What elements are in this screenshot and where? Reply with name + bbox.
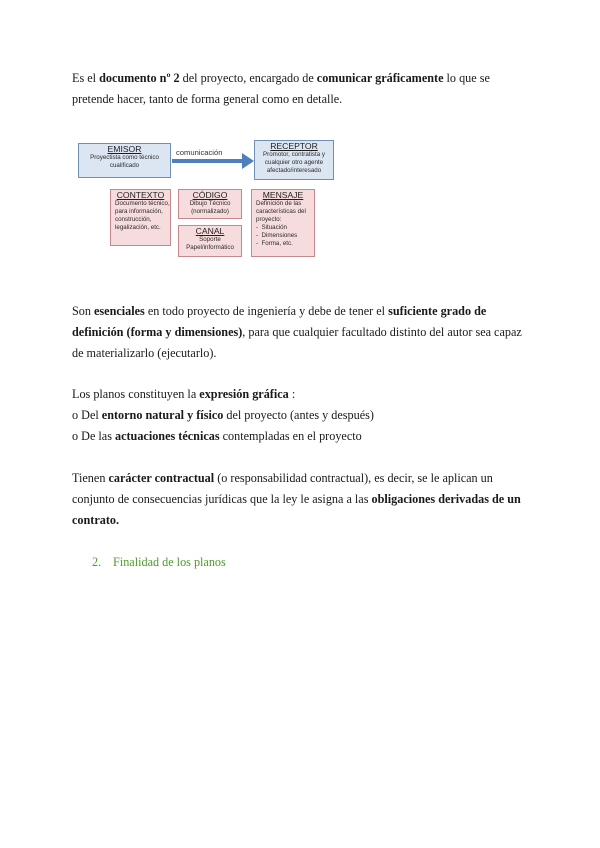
bold-text: obligaciones derivadas de un contrato. bbox=[72, 492, 521, 527]
codigo-body: Dibujo Técnico (normalizado) bbox=[189, 200, 231, 215]
mensaje-body: Definición de las características del proyecto: bbox=[256, 200, 306, 223]
mensaje-item-text: Dimensiones bbox=[261, 232, 298, 239]
mensaje-box bbox=[251, 189, 315, 257]
arrow-head bbox=[242, 153, 254, 169]
text: : bbox=[288, 387, 296, 401]
text: en todo proyecto de ingeniería y debe de tener el bbox=[144, 304, 389, 318]
mensaje-item: - Situación bbox=[256, 224, 287, 231]
mensaje-item-text: Situación bbox=[261, 224, 287, 231]
emisor-body: Proyectista como técnico cualificado bbox=[90, 154, 159, 169]
list-item bbox=[72, 426, 532, 447]
paragraph-contractual bbox=[72, 468, 532, 531]
paragraph-graphic-expression bbox=[72, 384, 532, 447]
contexto-box bbox=[110, 189, 171, 246]
receptor-body: Promotor, contratista y cualquier otro agente afectado/interesado bbox=[263, 151, 325, 174]
text: , para que cualquier facultado distinto del autor sea capaz de materializarlo (ejecutarlo). bbox=[72, 325, 522, 360]
text: (o responsabilidad contractual), es decir, se le aplican un conjunto de consecuencias jurídicas que la ley le asigna a las bbox=[72, 471, 493, 506]
emisor-box bbox=[78, 143, 171, 178]
list-item bbox=[72, 405, 532, 426]
bold-text: carácter contractual bbox=[108, 471, 215, 485]
text: Son bbox=[72, 304, 95, 318]
communication-diagram bbox=[0, 0, 600, 300]
mensaje-item-text: Forma, etc. bbox=[261, 240, 293, 247]
bold-text: documento nº 2 bbox=[99, 71, 180, 85]
emisor-title: EMISOR bbox=[107, 144, 142, 154]
receptor-box bbox=[254, 140, 334, 180]
mensaje-title: MENSAJE bbox=[262, 190, 304, 200]
section-number: 2. bbox=[92, 555, 102, 569]
codigo-title: CÓDIGO bbox=[192, 190, 228, 200]
line bbox=[72, 384, 532, 405]
text: lo que se pretende hacer, tanto de forma general como en detalle. bbox=[72, 71, 490, 106]
canal-box bbox=[178, 225, 242, 257]
text: Los planos constituyen la bbox=[72, 387, 200, 401]
text: Tienen bbox=[72, 471, 109, 485]
paragraph-essentials bbox=[72, 301, 532, 364]
bold-text: actuaciones técnicas bbox=[114, 429, 220, 443]
bold-text: comunicar gráficamente bbox=[316, 71, 444, 85]
arrow-label: comunicación bbox=[176, 148, 223, 157]
mensaje-item: - Forma, etc. bbox=[256, 240, 293, 247]
bold-text: expresión gráfica bbox=[199, 387, 289, 401]
bold-text: esenciales bbox=[94, 304, 145, 318]
text: del proyecto, encargado de bbox=[179, 71, 317, 85]
text: Es el bbox=[72, 71, 100, 85]
bold-text: suficiente grado de definición (forma y dimensiones) bbox=[72, 304, 487, 339]
text: del proyecto (antes y después) bbox=[223, 408, 374, 422]
canal-body: Soporte Papel/informático bbox=[186, 236, 234, 251]
codigo-box bbox=[178, 189, 242, 219]
contexto-body: Documento técnico, para información, construcción, legalización, etc. bbox=[115, 200, 170, 231]
mensaje-item: - Dimensiones bbox=[256, 232, 298, 239]
text: o De las bbox=[72, 429, 115, 443]
receptor-title: RECEPTOR bbox=[270, 141, 318, 151]
text: o Del bbox=[72, 408, 102, 422]
text: contempladas en el proyecto bbox=[219, 429, 362, 443]
canal-title: CANAL bbox=[195, 226, 225, 236]
bold-text: entorno natural y físico bbox=[101, 408, 224, 422]
section-title: Finalidad de los planos bbox=[113, 555, 226, 569]
section-heading bbox=[92, 552, 226, 573]
contexto-title: CONTEXTO bbox=[116, 190, 165, 200]
